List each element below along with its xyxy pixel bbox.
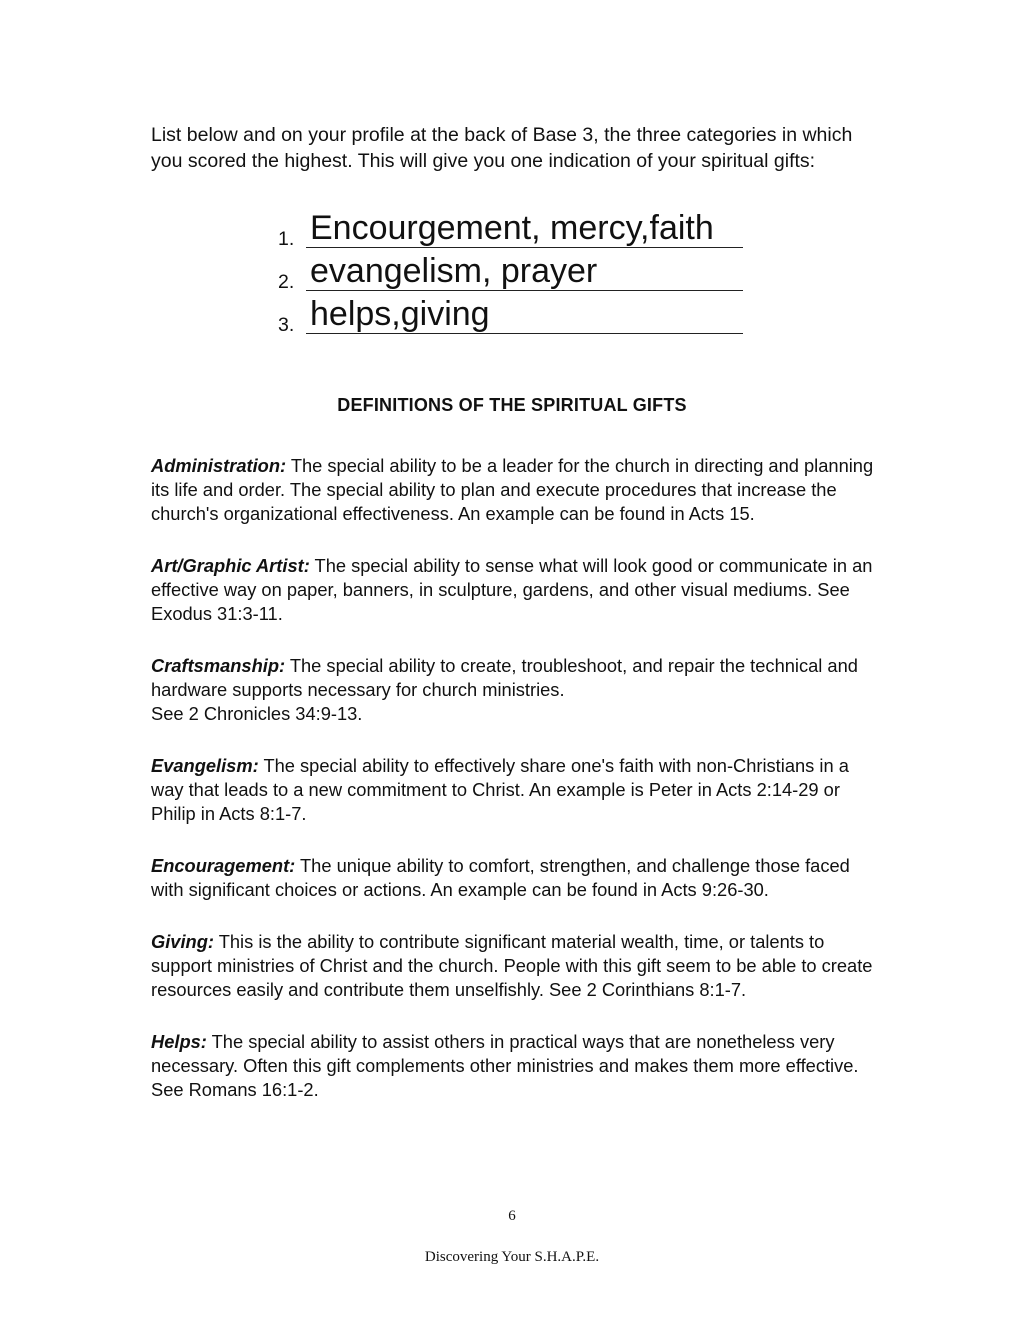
definition-text: This is the ability to contribute significant material wealth, time, or talents to support ministries of Christ and the church. People with this gift seem to be able to create resources easily and contribute them unselfishly. See 2 Corinthians 8:1-7. [151, 931, 873, 1000]
definition-text: The special ability to be a leader for the church in directing and planning its life and order. The special ability to plan and execute procedures that increase the church's organizational effectiveness. An example can be found in Acts 15. [151, 455, 874, 524]
footer-title: Discovering Your S.H.A.P.E. [424, 1249, 600, 1265]
list-item [278, 210, 748, 253]
definition-text: The unique ability to comfort, strengthen, and challenge those faced with significant choices or actions. An example can be found in Acts 9:26-30. [151, 855, 850, 900]
top-gifts-list [278, 210, 748, 339]
handwritten-answer[interactable]: evangelism, prayer [310, 252, 598, 290]
intro-paragraph: List below and on your profile at the back of Base 3, the three categories in which you scored the highest. This will give you one indication of your spiritual gifts: [151, 124, 853, 172]
section-title: DEFINITIONS OF THE SPIRITUAL GIFTS [337, 395, 687, 415]
definition-text: The special ability to effectively share one's faith with non-Christians in a way that leads to a new commitment to Christ. An example is Peter in Acts 2:14-29 or Philip in Acts 8:1-7. [151, 755, 849, 824]
definitions-list [151, 454, 881, 1130]
definition-term: Encouragement: [151, 855, 296, 876]
definition-helps [151, 1030, 881, 1102]
definition-term: Helps: [151, 1031, 207, 1052]
list-item [278, 296, 748, 339]
definition-term: Evangelism: [151, 755, 259, 776]
definition-evangelism [151, 754, 881, 826]
definition-term: Giving: [151, 931, 214, 952]
answer-underline [306, 290, 743, 291]
handwritten-answer[interactable]: Encourgement, mercy,faith [310, 209, 714, 247]
definition-text-reference: See 2 Chronicles 34:9-13. [151, 703, 363, 724]
definition-term: Administration: [151, 455, 287, 476]
definition-art-graphic-artist [151, 554, 881, 626]
item-number: 2. [278, 271, 295, 293]
definition-giving [151, 930, 881, 1002]
definition-administration [151, 454, 881, 526]
answer-underline [306, 247, 743, 248]
answer-underline [306, 333, 743, 334]
definition-text: The special ability to sense what will look good or communicate in an effective way on paper, banners, in sculpture, gardens, and other visual mediums. See Exodus 31:3-11. [151, 555, 873, 624]
item-number: 1. [278, 228, 295, 250]
definition-text: The special ability to assist others in practical ways that are nonetheless very necessary. Often this gift complements other ministries and makes them more effective. See Romans 16:1-2. [151, 1031, 859, 1100]
definition-term: Art/Graphic Artist: [151, 555, 310, 576]
definition-term: Craftsmanship: [151, 655, 286, 676]
item-number: 3. [278, 314, 295, 336]
definition-craftsmanship [151, 654, 881, 726]
definition-encouragement [151, 854, 881, 902]
page-number: 6 [508, 1208, 516, 1224]
definition-text: The special ability to create, troubleshoot, and repair the technical and hardware supports necessary for church ministries. [151, 655, 858, 700]
list-item [278, 253, 748, 296]
handwritten-answer[interactable]: helps,giving [310, 295, 490, 333]
